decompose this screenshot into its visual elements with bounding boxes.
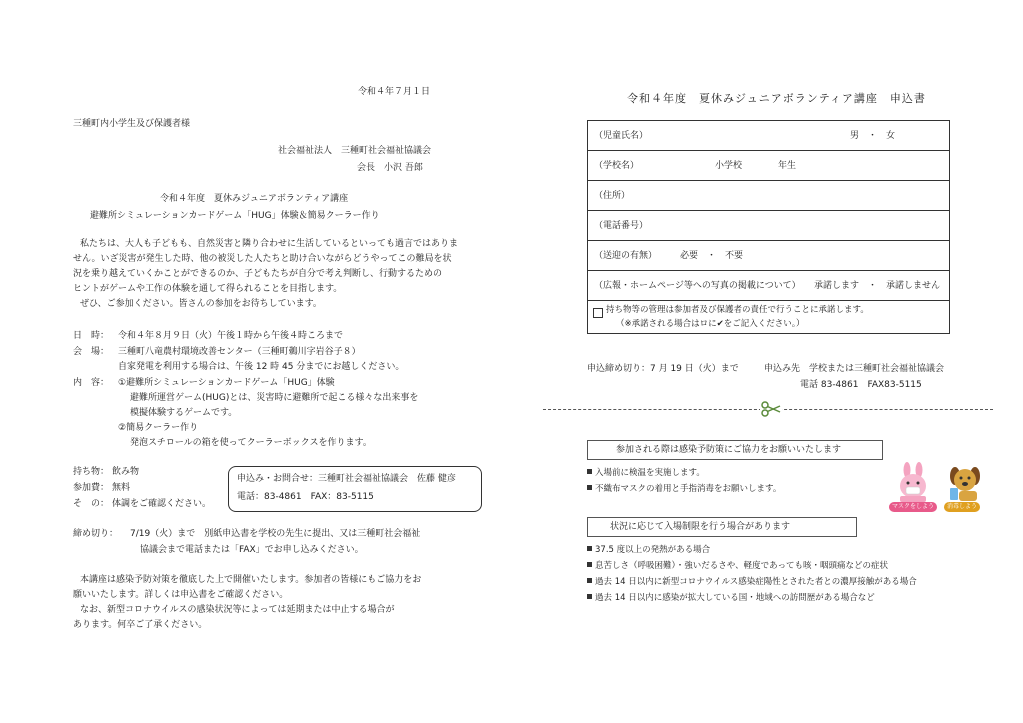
note-line: なお、新型コロナウイルスの感染状況等によっては延期または中止する場合が xyxy=(80,605,395,615)
content-item-1-desc: 避難所運営ゲーム(HUG)とは、災害時に避難所で起こる様々な出来事を xyxy=(130,393,419,403)
consent-text: 持ち物等の管理は参加者及び保護者の責任で行うことに承諾します。 xyxy=(606,305,869,315)
section1-heading-box xyxy=(587,440,883,460)
deadline-line: 7/19（火）まで 別紙申込書を学校の先生に提出、又は三種町社会福祉 xyxy=(130,529,421,539)
consent-field xyxy=(588,301,950,334)
intro-line: 況を乗り越えていくかことができるのか、子どもたちが自分で考え判断し、行動するための xyxy=(73,269,443,279)
phone-label: （電話番号） xyxy=(594,221,649,231)
bullet-icon xyxy=(587,546,592,551)
consent-checkbox[interactable] xyxy=(593,308,603,318)
school-label: （学校名） xyxy=(594,161,640,171)
section2-item xyxy=(587,561,888,572)
bullet-icon xyxy=(587,562,592,567)
pickup-field[interactable] xyxy=(588,241,950,271)
submit-to: 申込み先 学校または三種町社会福祉協議会 xyxy=(764,364,945,374)
section1-item xyxy=(587,484,781,495)
pickup-label: （送迎の有無） xyxy=(594,251,658,261)
fee-label: 参加費： xyxy=(73,483,110,493)
venue-value: 三種町八竜農村環境改善センター（三種町鵜川字岩谷子８） xyxy=(118,347,361,357)
intro-line: 私たちは、大人も子どもも、自然災害と隣り合わせに生活しているといっても過言ではありま xyxy=(80,239,459,249)
section1-item-text: 入場前に検温を実施します。 xyxy=(595,468,705,478)
bring-value: 飲み物 xyxy=(112,467,140,477)
other-value: 体調をご確認ください。 xyxy=(112,499,212,509)
contact-box xyxy=(228,466,482,512)
section2-item xyxy=(587,577,917,588)
sender-org: 社会福祉法人 三種町社会福祉協議会 xyxy=(278,146,432,156)
content-item-2-desc: 発泡スチロールの箱を使ってクーラーボックスを作ります。 xyxy=(130,438,372,448)
bring-label: 持ち物： xyxy=(73,467,110,477)
datetime-value: 令和４年８月９日（火）午後１時から午後４時ころまで xyxy=(118,331,344,341)
deadline-label: 締め切り： xyxy=(73,529,119,539)
section2-item-text: 過去 14 日以内に感染が拡大している国・地域への訪問歴がある場合など xyxy=(595,593,875,603)
submit-phone-fax: 電話 83-4861 FAX83-5115 xyxy=(800,380,922,390)
content-item-2: ②簡易クーラー作り xyxy=(118,423,199,433)
bullet-icon xyxy=(587,485,592,490)
application-form-table xyxy=(587,120,950,334)
bullet-icon xyxy=(587,594,592,599)
mascot1-label: マスクをしよう xyxy=(889,502,937,512)
deadline-line: 協議会まで電話または「FAX」でお申し込みください。 xyxy=(140,545,364,555)
sender-name: 会長 小沢 吾郎 xyxy=(357,163,423,173)
school-suffix: 小学校 xyxy=(715,161,743,171)
section2-item xyxy=(587,593,875,604)
grade-suffix: 年生 xyxy=(778,161,797,171)
note-line: 願いいたします。詳しくは申込書をご確認ください。 xyxy=(73,590,289,600)
intro-line: ぜひ、ご参加ください。皆さんの参加をお待ちしています。 xyxy=(80,299,322,309)
pickup-options[interactable]: 必要 ・ 不要 xyxy=(680,251,744,261)
addressee: 三種町内小学生及び保護者様 xyxy=(73,119,191,129)
section2-item-text: 息苦しさ（呼吸困難）・強いだるさや、軽度であっても咳・咽頭痛などの症状 xyxy=(595,561,888,571)
consent-note: （※承諾される場合はロに✔をご記入ください。） xyxy=(616,319,805,329)
content-label: 内 容： xyxy=(73,378,110,388)
scissors-icon xyxy=(760,400,782,418)
section1-item-text: 不織布マスクの着用と手指消毒をお願いします。 xyxy=(595,484,782,494)
section2-item xyxy=(587,545,710,556)
section1-title: 参加される際は感染予防策にご協力をお願いいたします xyxy=(616,445,842,455)
address-label: （住所） xyxy=(594,191,631,201)
content-item-1-desc: 模擬体験するゲームです。 xyxy=(130,408,238,418)
gender-options[interactable]: 男 ・ 女 xyxy=(850,131,896,141)
contact-phone: 電話：83-4861 FAX：83-5115 xyxy=(237,492,374,502)
phone-field[interactable] xyxy=(588,211,950,241)
section2-heading-box xyxy=(587,517,857,537)
venue-label: 会 場： xyxy=(73,347,110,357)
form-title: 令和４年度 夏休みジュニアボランティア講座 申込書 xyxy=(627,92,926,105)
bullet-icon xyxy=(587,469,592,474)
datetime-label: 日 時： xyxy=(73,331,110,341)
section2-item-text: 37.5 度以上の発熱がある場合 xyxy=(595,545,711,555)
rabbit-mask-icon xyxy=(896,462,930,502)
name-label: （児童氏名） xyxy=(594,131,649,141)
intro-line: ヒントがゲームや工作の体験を通して得られることを目指します。 xyxy=(73,284,343,294)
school-field[interactable] xyxy=(588,151,950,181)
other-label: そ の： xyxy=(73,499,110,509)
photo-options[interactable]: 承諾します ・ 承諾しません xyxy=(814,281,941,291)
note-line: 本講座は感染予防対策を徹底した上で開催いたします。参加者の皆様にもご協力をお xyxy=(80,575,422,585)
photo-label: （広報・ホームページ等への写真の掲載について） xyxy=(594,281,801,291)
letter-date: 令和４年７月１日 xyxy=(358,87,431,97)
name-field[interactable] xyxy=(588,121,950,151)
photo-consent-field[interactable] xyxy=(588,271,950,301)
section2-item-text: 過去 14 日以内に新型コロナウイルス感染症陽性とされた者との濃厚接触がある場合 xyxy=(595,577,917,587)
letter-title-2: 避難所シミュレーションカードゲーム「HUG」体験＆簡易クーラー作り xyxy=(90,211,380,221)
letter-title-1: 令和４年度 夏休みジュニアボランティア講座 xyxy=(160,194,349,204)
mascot2-label: 消毒しよう xyxy=(944,502,980,512)
dog-sanitizer-icon xyxy=(947,462,983,502)
address-field[interactable] xyxy=(588,181,950,211)
venue-note: 自家発電を利用する場合は、午後 12 時 45 分までにお越しください。 xyxy=(118,362,405,372)
bullet-icon xyxy=(587,578,592,583)
section1-item xyxy=(587,468,705,479)
intro-line: せん。いざ災害が発生した時、他の被災した人たちと助け合いながらどうやってこの難局を状 xyxy=(73,254,452,264)
fee-value: 無料 xyxy=(112,483,131,493)
content-item-1: ①避難所シミュレーションカードゲーム「HUG」体験 xyxy=(118,378,335,388)
section2-title: 状況に応じて入場制限を行う場合があります xyxy=(610,522,791,532)
note-line: あります。何卒ご了承ください。 xyxy=(73,620,208,630)
contact-line: 申込み・お問合せ：三種町社会福祉協議会 佐藤 健彦 xyxy=(237,474,456,484)
form-deadline: 申込締め切り：7 月 19 日（火）まで xyxy=(587,364,739,374)
